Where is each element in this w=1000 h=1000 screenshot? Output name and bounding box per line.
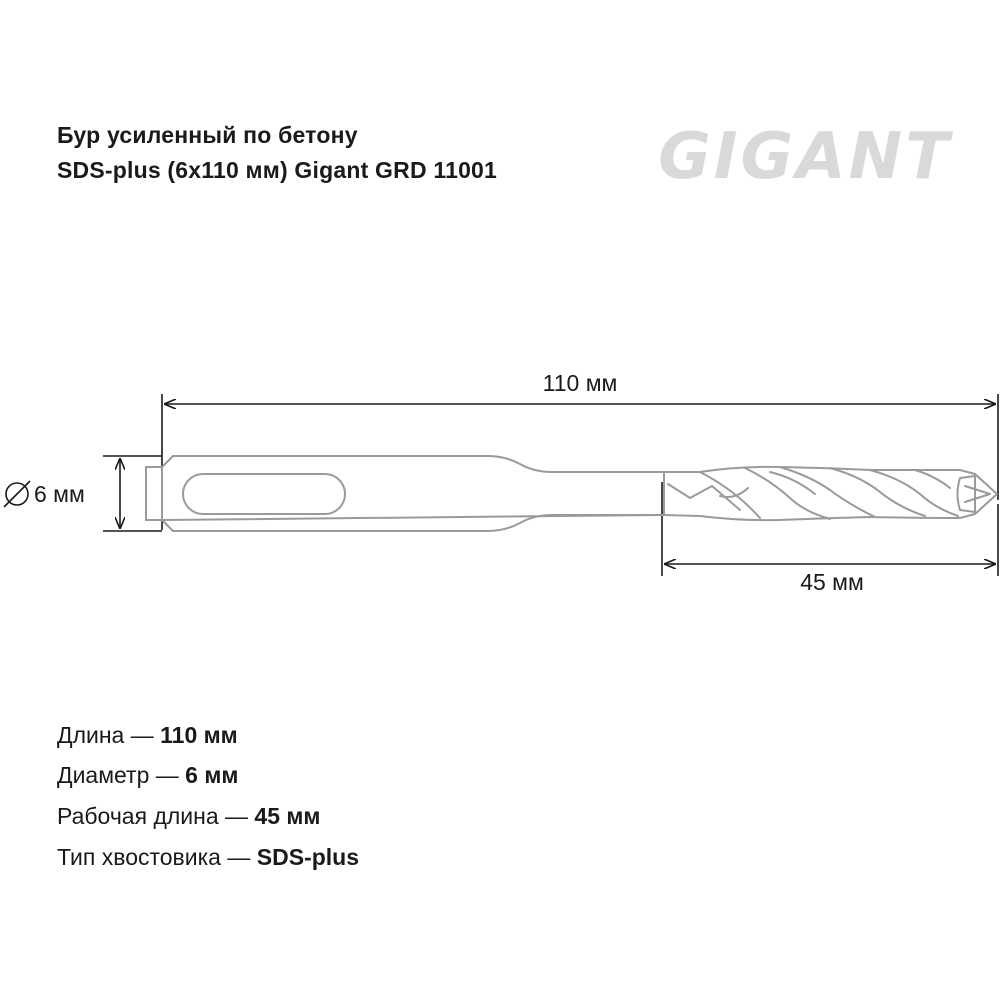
spec-label: Длина —	[57, 722, 161, 748]
spec-label: Диаметр —	[57, 762, 186, 788]
drill-bit-outline	[146, 456, 997, 531]
spec-diameter	[57, 762, 238, 789]
diameter-dimension	[4, 456, 162, 531]
diameter-label: 6 мм	[34, 481, 85, 507]
svg-text:GIGANT: GIGANT	[658, 120, 952, 191]
total-length-dimension	[162, 370, 998, 530]
drill-shank	[162, 456, 664, 531]
spec-label: Тип хвостовика —	[57, 844, 257, 870]
spec-value: 45 мм	[254, 803, 321, 829]
working-length-dimension	[662, 482, 998, 595]
total-length-label: 110 мм	[542, 370, 618, 396]
spec-length	[57, 722, 238, 749]
drill-carbide-tip	[958, 476, 976, 512]
spec-value: 6 мм	[185, 762, 239, 788]
product-title-line-1: Бур усиленный по бетону	[57, 122, 358, 148]
diameter-symbol-icon	[4, 481, 30, 507]
spec-shank-type	[57, 844, 359, 871]
sds-groove	[183, 474, 345, 514]
spec-label: Рабочая длина —	[57, 803, 255, 829]
working-length-label: 45 мм	[800, 569, 864, 595]
product-title-line-2: SDS-plus (6х110 мм) Gigant GRD 11001	[57, 157, 498, 183]
spec-value: 110 мм	[160, 722, 238, 748]
spec-working-length	[57, 803, 320, 830]
spec-value: SDS-plus	[256, 844, 359, 870]
